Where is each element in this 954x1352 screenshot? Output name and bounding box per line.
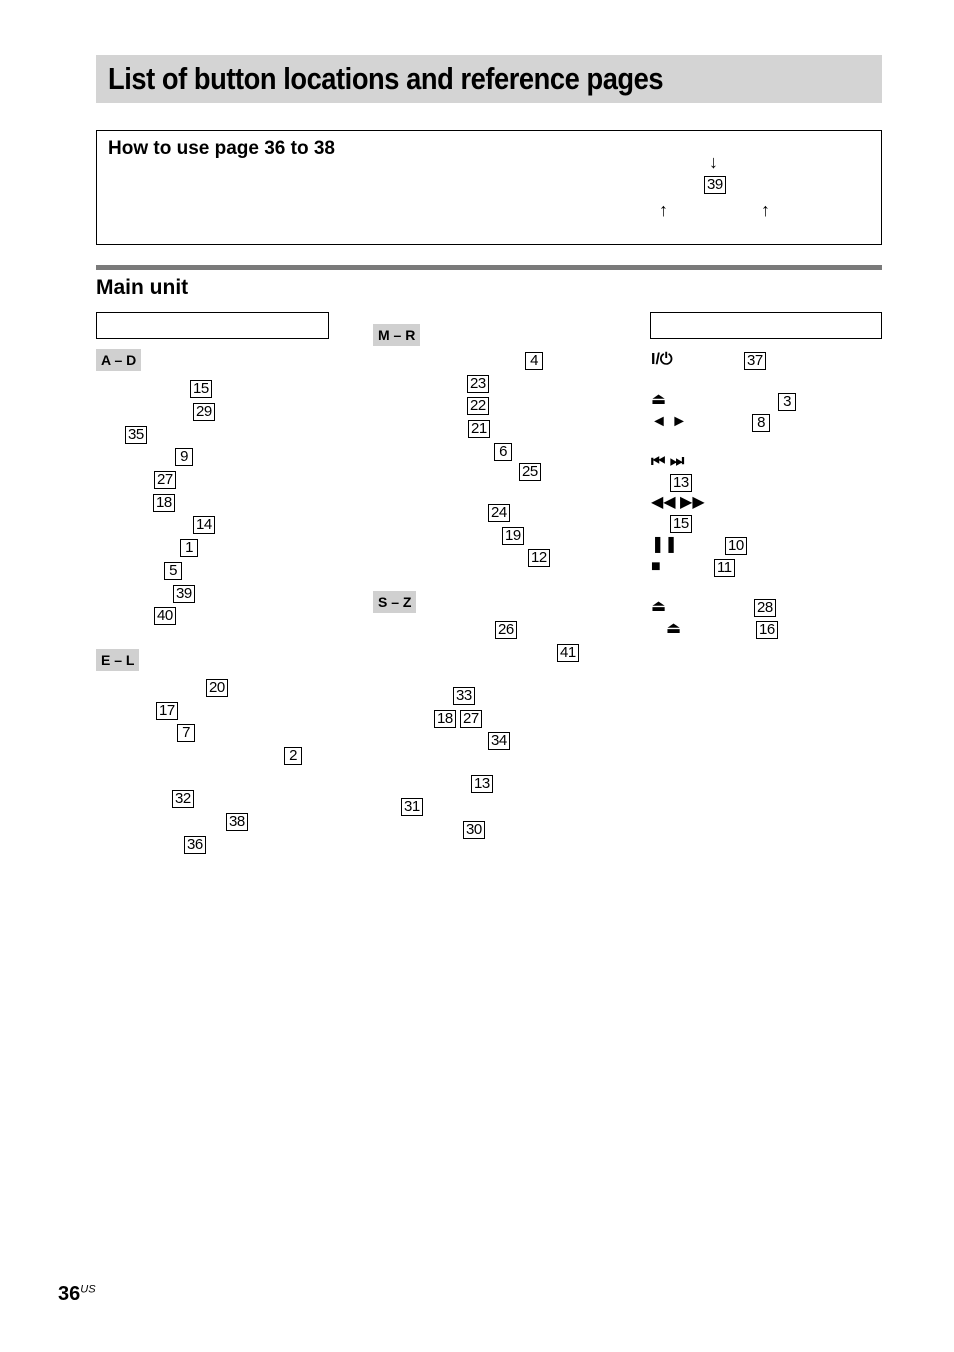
ref-number: 35 [125,426,147,444]
column-header-box [96,312,329,339]
pause-icon: ❚❚ [651,536,678,553]
ref-number: 39 [173,585,195,603]
ref-number: 10 [725,537,747,555]
column-header-box [650,312,882,339]
ref-number: 32 [172,790,194,808]
left-right-icon: ◄ ► [651,413,688,430]
ref-number: 36 [184,836,206,854]
prev-next-icon: ⏮ ⏭ [651,453,685,470]
section-divider [96,265,882,270]
ref-number: 12 [528,549,550,567]
title-bar [96,55,882,103]
ref-number: 15 [190,380,212,398]
ref-number: 3 [778,393,796,411]
ref-number: 19 [502,527,524,545]
arrow-down-icon: ↓ [709,152,718,172]
ref-number: 18 [434,710,456,728]
stop-icon: ■ [651,558,661,575]
eject-icon: ⏏ [651,391,667,408]
ref-number: 16 [756,621,778,639]
section-label-m-r: M – R [373,324,420,346]
eject-icon: ⏏ [651,598,667,615]
example-number: 39 [704,176,726,194]
ref-number: 20 [206,679,228,697]
ref-number: 4 [525,352,543,370]
ref-number: 21 [468,420,490,438]
ref-number: 2 [284,747,302,765]
ref-number: 34 [488,732,510,750]
ref-number: 38 [226,813,248,831]
section-label-e-l: E – L [96,649,139,671]
ref-number: 13 [471,775,493,793]
ref-number: 9 [175,448,193,466]
page-suffix: US [80,1283,96,1296]
ref-number: 14 [193,516,215,534]
ref-number: 11 [714,559,735,577]
arrow-up-icon: ↑ [659,200,668,220]
howto-title: How to use page 36 to 38 [108,138,335,159]
ref-number: 15 [670,515,692,533]
ref-number: 7 [177,724,195,742]
ref-number: 40 [154,607,176,625]
ref-number: 41 [557,644,579,662]
eject-icon: ⏏ [666,620,682,637]
ref-number: 27 [154,471,176,489]
section-heading: Main unit [96,276,189,299]
ref-number: 33 [453,687,475,705]
ref-number: 23 [467,375,489,393]
ref-number: 37 [744,352,766,370]
ref-number: 6 [494,443,512,461]
ref-number: 17 [156,702,178,720]
ref-number: 8 [752,414,770,432]
ref-number: 1 [180,539,198,557]
ref-number: 22 [467,397,489,415]
ref-number: 31 [401,798,423,816]
ref-number: 18 [153,494,175,512]
ref-number: 26 [495,621,517,639]
ref-number: 27 [460,710,482,728]
rewind-fastforward-icon: ◀◀ ▶▶ [651,494,705,511]
ref-number: 24 [488,504,510,522]
ref-number: 30 [463,821,485,839]
ref-number: 5 [164,562,182,580]
page-number: $36^{US}$ [58,1283,96,1305]
arrow-up-icon: ↑ [761,200,770,220]
ref-number: 29 [193,403,215,421]
page-title: List of button locations and reference pages [108,61,664,96]
section-label-a-d: A – D [96,349,141,371]
ref-number: 28 [754,599,776,617]
ref-number: 13 [670,474,692,492]
power-icon: I/⏻ [651,351,673,368]
section-label-s-z: S – Z [373,591,416,613]
howto-box [96,130,882,245]
ref-number: 25 [519,463,541,481]
